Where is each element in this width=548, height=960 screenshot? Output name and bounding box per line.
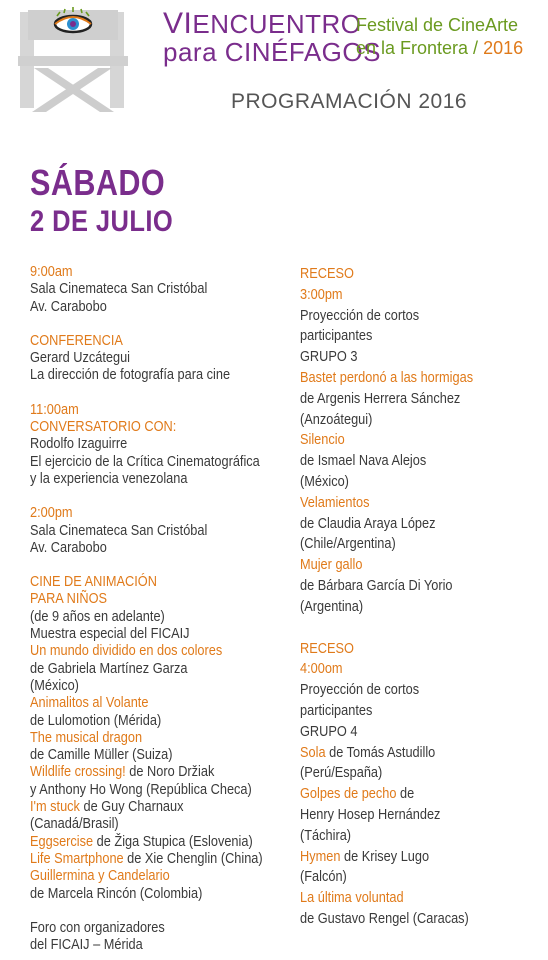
film-director: de Tomás Astudillo [325,744,436,761]
film-director: de [396,786,415,803]
film-title: Sola [300,744,326,761]
showcase-text: Muestra especial del FICAIJ [30,626,190,643]
event-title [163,7,381,67]
time-label: 11:00am [30,401,79,418]
screening-text: participantes [300,702,373,719]
festival-year: 2016 [483,38,524,58]
event-title-number: VI [163,7,193,40]
film-title: Animalitos al Volante [30,695,149,712]
film-country: (Canadá/Brasil) [30,816,119,833]
screening-text: participantes [300,328,373,345]
forum-text: del FICAIJ – Mérida [30,937,143,954]
screening-text: Proyección de cortos [300,307,420,324]
film-title: Golpes de pecho [300,786,397,803]
event-title-line1: ENCUENTRO [192,9,362,39]
film-place: (Perú/España) [300,765,383,782]
film-place: (Anzoátegui) [300,411,373,428]
film-title: Velamientos [300,494,370,511]
address-text: Av. Carabobo [30,298,107,315]
film-director: de Žiga Stupica (Eslovenia) [93,833,253,850]
film-title: La última voluntad [300,890,404,907]
film-place: (México) [300,473,349,490]
film-director: de Camille Müller (Suiza) [30,747,173,764]
venue-text: Sala Cinemateca San Cristóbal [30,281,208,298]
film-director: Henry Hosep Hernández [300,806,441,823]
day-heading: SÁBADO [30,162,166,203]
schedule-right-column [300,264,546,930]
time-label: 3:00pm [300,286,343,303]
event-title-line2: para CINÉFAGOS [163,37,381,67]
film-title: Mujer gallo [300,557,363,574]
event-type-label: PARA NIÑOS [30,591,108,608]
film-director: y Anthony Ho Wong (República Checa) [30,781,252,798]
program-heading: PROGRAMACIÓN 2016 [231,90,468,113]
film-title: Guillermina y Candelario [30,868,170,885]
forum-text: Foro con organizadores [30,919,165,936]
film-place: (Argentina) [300,598,364,615]
time-label: 2:00pm [30,505,73,522]
event-type-label: CINE DE ANIMACIÓN [30,574,157,591]
film-title: Eggsercise [30,833,94,850]
film-director: de Argenis Herrera Sánchez [300,390,461,407]
film-title: Bastet perdonó a las hormigas [300,369,474,386]
festival-name-line2: en la Frontera / [356,38,479,58]
film-director: de Claudia Araya López [300,515,436,532]
group-label: GRUPO 3 [300,349,358,366]
venue-text: Sala Cinemateca San Cristóbal [30,522,208,539]
film-title: Wildlife crossing! [30,764,126,781]
film-director: de Noro Držiak [125,764,215,781]
film-title: I'm stuck [30,799,80,816]
talk-topic: y la experiencia venezolana [30,470,188,487]
group-label: GRUPO 4 [300,723,358,740]
date-heading: 2 DE JULIO [30,205,174,238]
film-place: (Chile/Argentina) [300,536,396,553]
speaker-name: Rodolfo Izaguirre [30,436,128,453]
talk-topic: La dirección de fotografía para cine [30,367,231,384]
festival-name-line1: Festival de CineArte [356,15,519,35]
event-type-label: CONFERENCIA [30,332,123,349]
break-label: RECESO [300,266,354,282]
talk-topic: El ejercicio de la Crítica Cinematográfica [30,453,260,470]
time-label: 4:00om [300,661,343,678]
film-place: (Táchira) [300,827,352,844]
film-director: de Bárbara García Di Yorio [300,577,453,594]
film-director: de Lulomotion (Mérida) [30,712,162,729]
film-title: Un mundo dividido en dos colores [30,643,223,660]
schedule-left-column [30,264,285,954]
film-title: Silencio [300,432,345,449]
film-title: Life Smartphone [30,850,124,867]
screening-text: Proyección de cortos [300,682,420,699]
speaker-name: Gerard Uzcátegui [30,350,131,367]
festival-name [356,14,523,60]
film-director: de Marcela Rincón (Colombia) [30,885,203,902]
film-director: de Krisey Lugo [340,848,430,865]
film-director: de Gustavo Rengel (Caracas) [300,910,469,927]
film-title: Hymen [300,848,341,865]
director-chair-eye-logo [14,4,132,119]
event-type-label: CONVERSATORIO CON: [30,419,177,436]
time-label: 9:00am [30,264,73,280]
film-director: de Xie Chenglin (China) [123,850,263,867]
address-text: Av. Carabobo [30,539,107,556]
film-director: de Gabriela Martínez Garza [30,660,188,677]
film-director: de Guy Charnaux [79,799,184,816]
festival-header [0,0,548,130]
film-director: de Ismael Nava Alejos [300,453,427,470]
age-note: (de 9 años en adelante) [30,608,165,625]
film-place: (Falcón) [300,869,347,886]
film-country: (México) [30,677,79,694]
film-title: The musical dragon [30,729,143,746]
break-label: RECESO [300,640,354,657]
